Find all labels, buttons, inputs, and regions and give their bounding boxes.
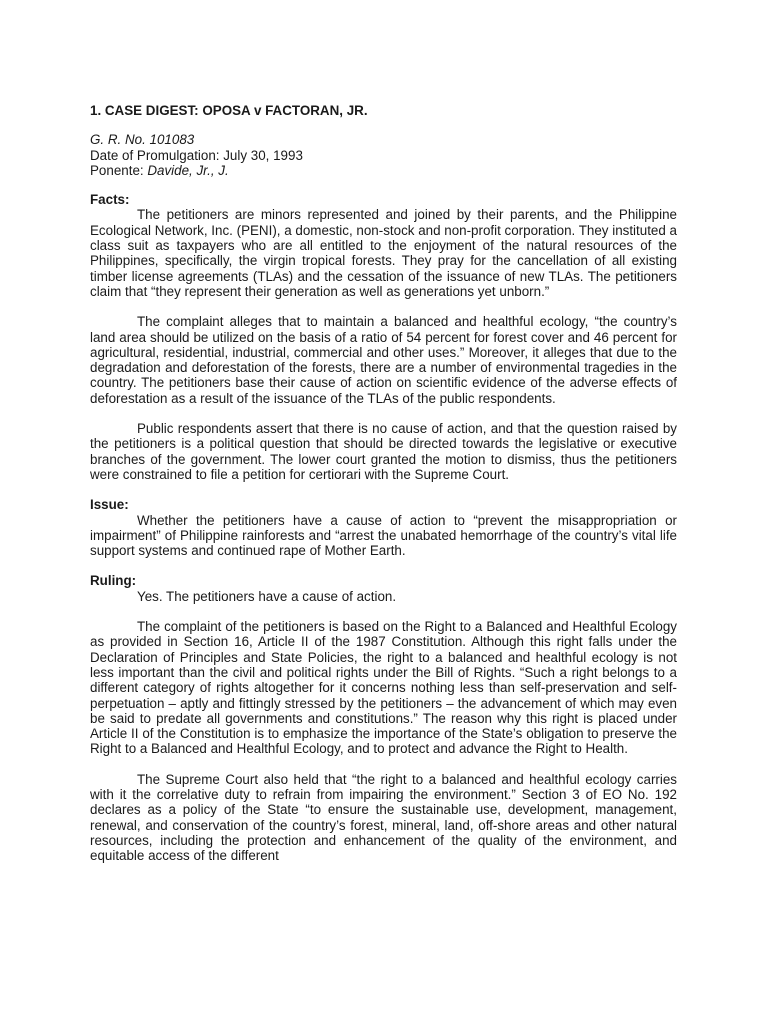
gr-number: G. R. No. 101083 (90, 132, 195, 148)
ponente-label: Ponente: (90, 162, 148, 178)
issue-heading: Issue: (90, 497, 129, 513)
ponente-name: Davide, Jr., J. (147, 162, 229, 178)
facts-paragraph-2: The complaint alleges that to maintain a balanced and healthful ecology, “the country’s land area should be utilized on the basis of a ratio of 54 percent for forest cover and 46 percent for agricultural, residential, industrial, commercial and other uses.” Moreover, it alleges that due to the degradation and deforestation of the forests, there are a number of environmental tragedies in the country. The petitioners base their cause of action on scientific evidence of the adverse effects of deforestation as a result of the issuance of the TLAs of the public respondents. (90, 314, 677, 406)
promulgation-label: Date of Promulgation: (90, 147, 224, 163)
ruling-paragraph-3: The Supreme Court also held that “the right to a balanced and healthful ecology carries with it the correlative duty to refrain from impairing the environment.” Section 3 of EO No. 192 declares as a policy of the State “to ensure the sustainable use, development, management, renewal, and conservation of the country’s forest, mineral, land, off-shore areas and other natural resources, including the protection and enhancement of the quality of the environment, and equitable access of the different (90, 771, 677, 864)
facts-paragraph-1: The petitioners are minors represented and joined by their parents, and the Philippine Ecological Network, Inc. (PENI), a domestic, non-stock and non-profit corporation. They instituted a class suit as taxpayers who are all entitled to the enjoyment of the natural resources of the Philippines, specifically, the virgin tropical forests. They pray for the cancellation of all existing timber license agreements (TLAs) and the cessation of the issuance of new TLAs. The petitioners claim that “they represent their generation as well as generations yet unborn.” (90, 207, 677, 299)
case-metadata (90, 132, 677, 178)
ruling-paragraph-2: The complaint of the petitioners is based on the Right to a Balanced and Healthful Ecology as provided in Section 16, Article II of the 1987 Constitution. Although this right falls under the Declaration of Principles and State Policies, the right to a balanced and healthful ecology is not less important than the civil and political rights under the Bill of Rights. “Such a right belongs to a different category of rights altogether for it concerns nothing less than self-preservation and self-perpetuation – aptly and fittingly stressed by the petitioners – the advancement of which may even be said to predate all governments and constitutions.” The reason why this right is placed under Article II of the Constitution is to emphasize the importance of the State’s obligation to preserve the Right to a Balanced and Healthful Ecology, and to protect and advance the Right to Health. (90, 619, 677, 757)
case-title: 1. CASE DIGEST: OPOSA v FACTORAN, JR. (90, 103, 368, 118)
promulgation-date: July 30, 1993 (223, 147, 303, 163)
ruling-paragraph-1: Yes. The petitioners have a cause of action. (137, 588, 397, 604)
facts-paragraph-3: Public respondents assert that there is no cause of action, and that the question raised by the petitioners is a political question that should be directed towards the legislative or executive branches of the government. The lower court granted the motion to dismiss, thus the petitioners were constrained to file a petition for certiorari with the Supreme Court. (90, 421, 677, 482)
issue-paragraph-1: Whether the petitioners have a cause of action to “prevent the misappropriation or impairment” of Philippine rainforests and “arrest the unabated hemorrhage of the country’s vital life support systems and continued rape of Mother Earth. (90, 512, 677, 559)
ponente-line (90, 163, 677, 178)
promulgation-line (90, 148, 677, 163)
document-page (90, 103, 677, 878)
facts-heading: Facts: (90, 192, 130, 208)
ruling-heading: Ruling: (90, 573, 137, 589)
